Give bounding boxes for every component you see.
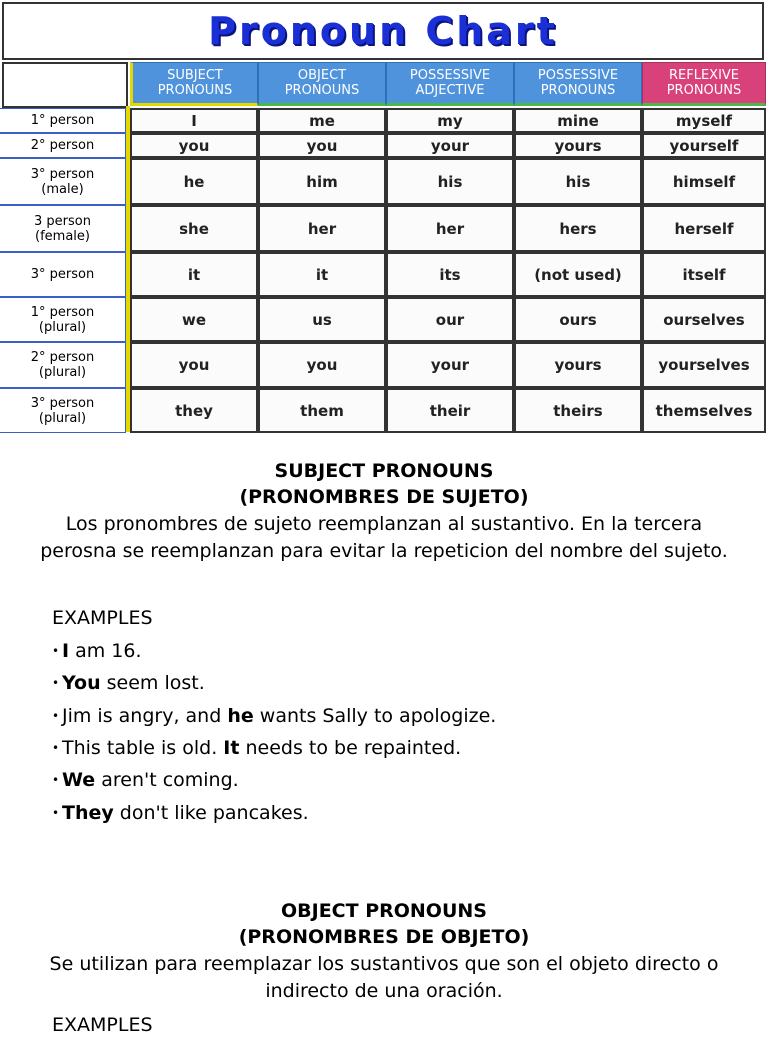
- example-text: seem lost.: [100, 672, 205, 694]
- subject-subheading: (PRONOMBRES DE SUJETO): [239, 486, 529, 508]
- table-cell: (not used): [514, 252, 642, 297]
- example-pronoun: I: [62, 640, 70, 662]
- example-item: [52, 735, 461, 761]
- examples-label: EXAMPLES: [52, 607, 153, 629]
- object-description: Se utilizan para reemplazar los sustantivos que son el objeto directo o indirecto de una oración.: [49, 953, 719, 1002]
- bullet-icon: •: [52, 644, 60, 658]
- table-cell: I: [130, 108, 258, 133]
- column-header: POSSESSIVE ADJECTIVE: [386, 62, 514, 106]
- table-cell: them: [258, 388, 386, 433]
- row-label: 3° person (male): [0, 158, 126, 205]
- table-cell: yourself: [642, 133, 766, 158]
- table-cell: yours: [514, 133, 642, 158]
- table-cell: your: [386, 133, 514, 158]
- table-cell: we: [130, 297, 258, 342]
- pronoun-chart: [0, 0, 768, 434]
- column-header: REFLEXIVE PRONOUNS: [642, 62, 766, 106]
- example-text: Jim is angry, and: [62, 705, 228, 727]
- table-cell: my: [386, 108, 514, 133]
- row-label: 3° person: [0, 252, 126, 297]
- row-label: 3° person (plural): [0, 388, 126, 433]
- example-text: needs to be repainted.: [239, 737, 462, 759]
- example-pronoun: They: [62, 802, 114, 824]
- table-cell: themselves: [642, 388, 766, 433]
- bullet-icon: •: [52, 709, 60, 723]
- column-header: OBJECT PRONOUNS: [258, 62, 386, 106]
- table-cell: yours: [514, 342, 642, 388]
- row-label: 3 person (female): [0, 205, 126, 252]
- example-item: [52, 638, 142, 664]
- example-text: This table is old.: [62, 737, 224, 759]
- table-cell: me: [258, 108, 386, 133]
- table-cell: they: [130, 388, 258, 433]
- example-pronoun: You: [62, 672, 101, 694]
- row-label: 1° person: [0, 108, 126, 133]
- table-cell: its: [386, 252, 514, 297]
- table-cell: your: [386, 342, 514, 388]
- table-cell: theirs: [514, 388, 642, 433]
- table-cell: it: [258, 252, 386, 297]
- table-cell: she: [130, 205, 258, 252]
- table-cell: you: [258, 133, 386, 158]
- object-heading: OBJECT PRONOUNS: [281, 900, 487, 922]
- table-cell: hers: [514, 205, 642, 252]
- table-cell: her: [258, 205, 386, 252]
- table-cell: himself: [642, 158, 766, 205]
- example-item: [52, 767, 239, 793]
- table-cell: ours: [514, 297, 642, 342]
- subject-heading: SUBJECT PRONOUNS: [274, 460, 494, 482]
- example-pronoun: he: [227, 705, 254, 727]
- table-cell: yourselves: [642, 342, 766, 388]
- example-text: am 16.: [69, 640, 142, 662]
- table-cell: our: [386, 297, 514, 342]
- column-header: POSSESSIVE PRONOUNS: [514, 62, 642, 106]
- object-subheading: (PRONOMBRES DE OBJETO): [238, 926, 530, 948]
- row-label: 1° person (plural): [0, 297, 126, 342]
- examples-label: EXAMPLES: [52, 1014, 153, 1036]
- table-cell: you: [130, 133, 258, 158]
- example-item: [52, 670, 205, 696]
- table-cell: itself: [642, 252, 766, 297]
- table-cell: him: [258, 158, 386, 205]
- row-label: 2° person (plural): [0, 342, 126, 388]
- row-label: 2° person: [0, 133, 126, 158]
- bullet-icon: •: [52, 741, 60, 755]
- subject-description: Los pronombres de sujeto reemplanzan al sustantivo. En la tercera perosna se reemplanzan para evitar la repeticion del nombre del sujeto.: [40, 513, 728, 562]
- table-cell: us: [258, 297, 386, 342]
- table-cell: his: [514, 158, 642, 205]
- bullet-icon: •: [52, 676, 60, 690]
- example-text: wants Sally to apologize.: [253, 705, 497, 727]
- example-pronoun: It: [223, 737, 240, 759]
- table-corner: [2, 62, 128, 108]
- table-cell: myself: [642, 108, 766, 133]
- table-cell: her: [386, 205, 514, 252]
- example-item: [52, 800, 309, 826]
- example-pronoun: We: [62, 769, 96, 791]
- table-cell: his: [386, 158, 514, 205]
- example-text: aren't coming.: [95, 769, 239, 791]
- table-cell: he: [130, 158, 258, 205]
- bullet-icon: •: [52, 806, 60, 820]
- chart-title: Pronoun Chart: [208, 9, 558, 53]
- table-cell: you: [130, 342, 258, 388]
- bullet-icon: •: [52, 773, 60, 787]
- column-header: SUBJECT PRONOUNS: [130, 62, 258, 106]
- table-cell: herself: [642, 205, 766, 252]
- table-cell: mine: [514, 108, 642, 133]
- example-item: [52, 703, 496, 729]
- chart-title-box: [2, 2, 764, 60]
- table-cell: ourselves: [642, 297, 766, 342]
- table-cell: it: [130, 252, 258, 297]
- example-text: don't like pancakes.: [113, 802, 309, 824]
- table-cell: their: [386, 388, 514, 433]
- table-cell: you: [258, 342, 386, 388]
